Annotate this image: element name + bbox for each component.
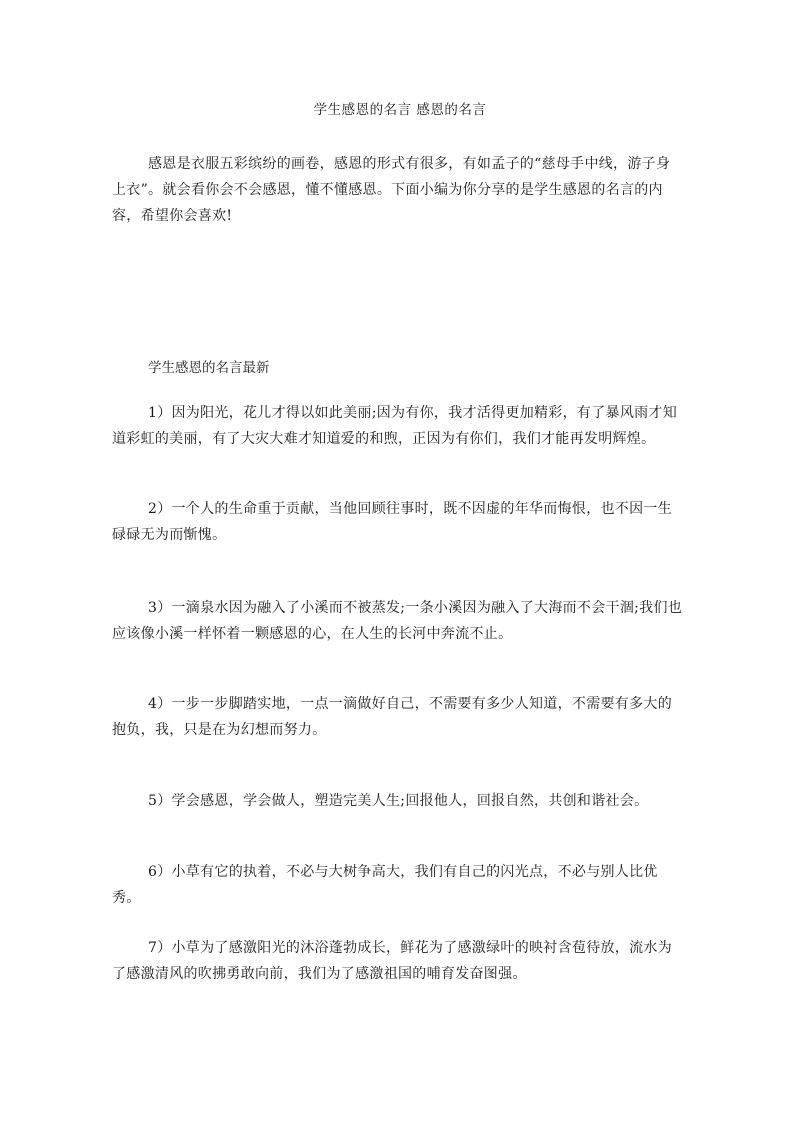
quote-item-4: 4）一步一步脚踏实地，一点一滴做好自己，不需要有多少人知道，不需要有多大的抱负，我，只是在为幻想而努力。 <box>112 696 673 738</box>
quote-item-2: 2）一个人的生命重于贡献，当他回顾往事时，既不因虚的年华而悔恨，也不因一生碌碌无为而惭愧。 <box>112 501 673 543</box>
quote-item-6: 6）小草有它的执着，不必与大树争高大，我们有自己的闪光点，不必与别人比优秀。 <box>112 864 658 906</box>
quote-item-3: 3）一滴泉水因为融入了小溪而不被蒸发;一条小溪因为融入了大海而不会干涸;我们也应该像小溪一样怀着一颗感恩的心，在人生的长河中奔流不止。 <box>112 600 683 642</box>
quote-item-5: 5）学会感恩，学会做人，塑造完美人生;回报他人，回报自然，共创和谐社会。 <box>148 793 649 809</box>
quote-item-7: 7）小草为了感激阳光的沐浴蓬勃成长，鲜花为了感激绿叶的映衬含苞待放，流水为了感激清风的吹拂勇敢向前，我们为了感激祖国的哺育发奋图强。 <box>112 940 673 982</box>
intro-paragraph: 感恩是衣服五彩缤纷的画卷，感恩的形式有很多，有如孟子的“慈母手中线，游子身上衣”。就会看你会不会感恩，懂不懂感恩。下面小编为你分享的是学生感恩的名言的内容，希望你会喜欢! <box>112 156 671 224</box>
page-title: 学生感恩的名言 感恩的名言 <box>313 102 487 118</box>
quote-item-1: 1）因为阳光，花儿才得以如此美丽;因为有你，我才活得更加精彩，有了暴风雨才知道彩虹的美丽，有了大灾大难才知道爱的和煦，正因为有你们，我们才能再发明辉煌。 <box>112 405 678 447</box>
section-heading: 学生感恩的名言最新 <box>148 360 270 376</box>
